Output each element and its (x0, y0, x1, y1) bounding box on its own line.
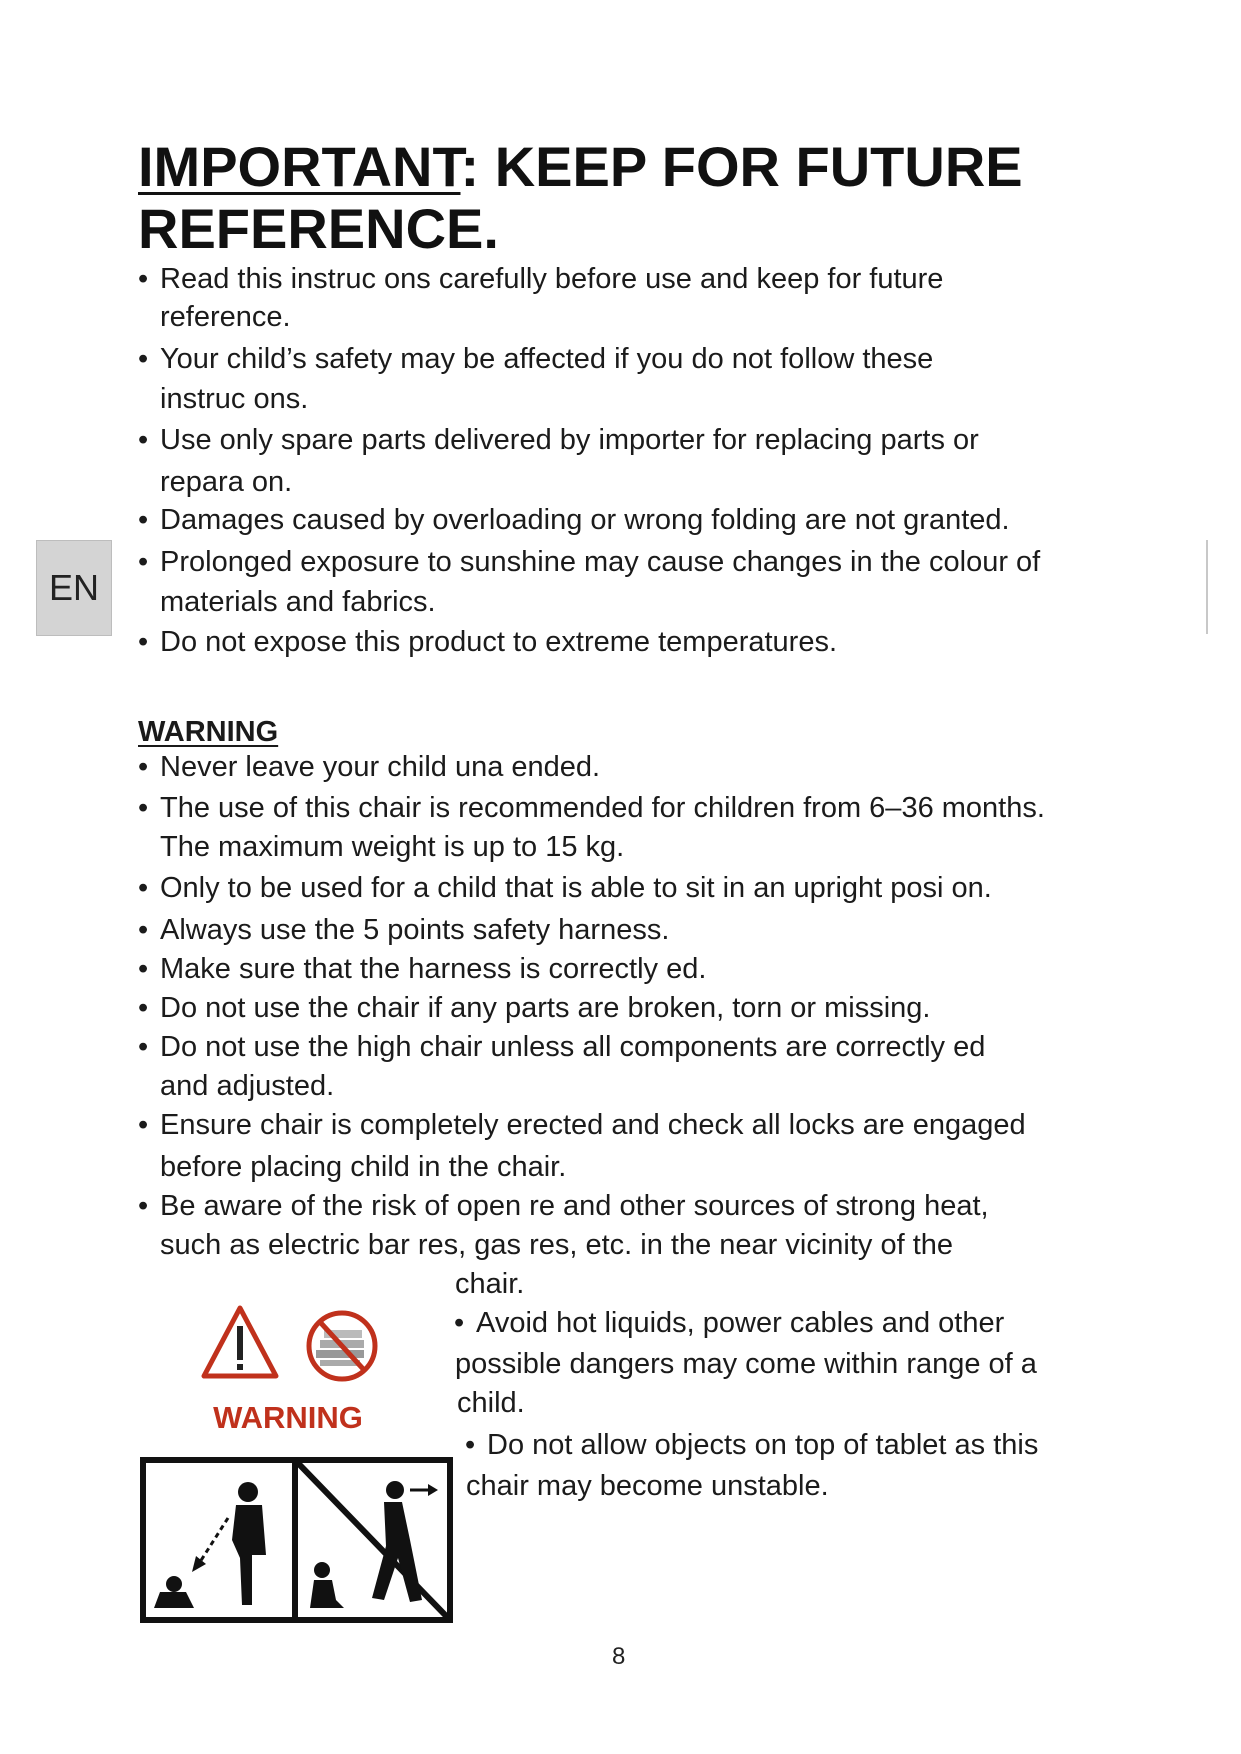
list-item: • Do not expose this product to extreme temperatures. (160, 625, 837, 659)
list-item: • The use of this chair is recommended for children from 6–36 months. (160, 791, 1045, 825)
warning-heading: WARNING (138, 716, 279, 748)
title-important: IMPORTANT (138, 135, 461, 198)
list-item-continuation: materials and fabrics. (160, 586, 436, 618)
list-item-continuation: The maximum weight is up to 15 kg. (160, 831, 625, 863)
list-item: • Ensure chair is completely erected and check all locks are engaged (160, 1108, 1026, 1142)
warning-pictograms (140, 1300, 600, 1630)
list-item: • Read this instruc ons carefully before use and keep for future (160, 262, 943, 296)
title-keep: : KEEP FOR FUTURE (460, 135, 1023, 198)
list-item: • Do not use the chair if any parts are broken, torn or missing. (160, 991, 930, 1025)
list-item: • Do not allow objects on top of tablet as this (487, 1428, 1038, 1462)
page-number: 8 (612, 1643, 626, 1670)
list-item-continuation: instruc ons. (160, 383, 309, 415)
list-item: • Never leave your child una ended. (160, 750, 600, 784)
list-item: • Do not use the high chair unless all components are correctly ed (160, 1030, 985, 1064)
warning-triangle-icon (204, 1308, 276, 1376)
list-item-continuation: such as electric bar res, gas res, etc. in the near vicinity of the (160, 1229, 954, 1261)
list-item-continuation: child. (457, 1387, 525, 1419)
list-item: • Be aware of the risk of open re and other sources of strong heat, (160, 1189, 989, 1223)
pictogram-warning-label: WARNING (213, 1400, 363, 1435)
list-item: • Avoid hot liquids, power cables and other (476, 1306, 1004, 1340)
title-line-1 (138, 136, 1138, 198)
list-item: • Use only spare parts delivered by importer for replacing parts or (160, 423, 979, 457)
do-not-walk-away-icon (295, 1460, 450, 1620)
list-item: • Only to be used for a child that is able to sit in an upright posi on. (160, 871, 992, 905)
list-item: • Make sure that the harness is correctly ed. (160, 952, 706, 986)
list-item-continuation: possible dangers may come within range of a (455, 1348, 1037, 1380)
list-item: • Prolonged exposure to sunshine may cause changes in the colour of (160, 545, 1040, 579)
page-title (138, 136, 1138, 260)
list-item-continuation: reference. (160, 301, 291, 333)
list-item-continuation: and adjusted. (160, 1070, 335, 1102)
list-item-continuation: chair. (455, 1268, 525, 1300)
title-line-2: REFERENCE. (138, 197, 499, 260)
no-stacking-icon (309, 1313, 375, 1379)
list-item: • Your child’s safety may be affected if you do not follow these (160, 342, 933, 376)
list-item-continuation: repara on. (160, 466, 293, 498)
edge-marker (1206, 540, 1208, 634)
language-tab: EN (36, 540, 112, 636)
list-item-continuation: chair may become unstable. (466, 1470, 829, 1502)
pictogram-svg (140, 1300, 600, 1630)
list-item: • Damages caused by overloading or wrong folding are not granted. (160, 503, 1010, 537)
list-item: • Always use the 5 points safety harness. (160, 913, 669, 947)
list-item-continuation: before placing child in the chair. (160, 1151, 567, 1183)
